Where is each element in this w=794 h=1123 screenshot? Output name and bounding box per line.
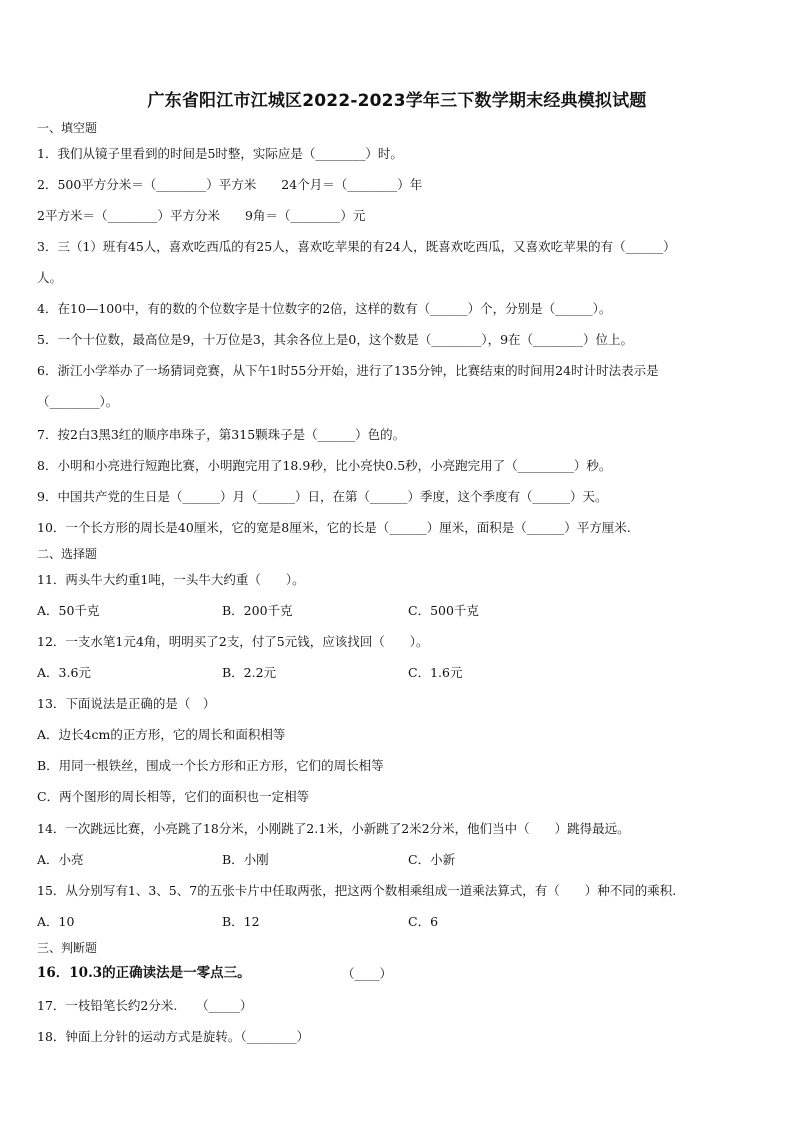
question-1: 1．我们从镜子里看到的时间是5时整，实际应是（________）时。: [37, 146, 403, 161]
q12-option-c: C．1.6元: [408, 665, 463, 680]
section-judge: 三、判断题: [37, 941, 98, 955]
question-16: 16．10.3的正确读法是一零点三。: [37, 965, 251, 981]
q11-option-b: B．200千克: [222, 603, 293, 618]
question-15: 15．从分别写有1、3、5、7的五张卡片中任取两张，把这两个数相乘组成一道乘法算式，有（ ）种不同的乘积.: [37, 883, 677, 898]
question-7: 7．按2白3黑3红的顺序串珠子，第315颗珠子是（______）色的。: [37, 427, 406, 442]
q15-option-b: B．12: [222, 914, 260, 929]
q11-option-c: C．500千克: [408, 603, 479, 618]
question-14: 14．一次跳远比赛，小亮跳了18分米，小刚跳了2.1米，小新跳了2米2分米，他们当中（ ）跳得最远。: [37, 821, 630, 836]
section-fill-blank: 一、填空题: [37, 121, 98, 135]
q14-option-a: A．小亮: [37, 852, 84, 867]
question-4: 4．在10—100中，有的数的个位数字是十位数字的2倍，这样的数有（______）个，分别是（______）。: [37, 301, 612, 316]
question-13: 13．下面说法是正确的是（ ）: [37, 696, 216, 711]
question-3-line-1: 3．三（1）班有45人，喜欢吃西瓜的有25人，喜欢吃苹果的有24人，既喜欢吃西瓜，又喜欢吃苹果的有（______）: [37, 239, 676, 254]
question-17: 17．一枝铅笔长约2分米. （_____）: [37, 998, 253, 1013]
section-choice: 二、选择题: [37, 547, 98, 561]
q13-option-a: A．边长4cm的正方形，它的周长和面积相等: [37, 727, 286, 742]
question-2-line-2: 2平方米＝（________）平方分米 9角＝（________）元: [37, 208, 366, 223]
q13-option-b: B．用同一根铁丝，围成一个长方形和正方形，它们的周长相等: [37, 758, 384, 773]
question-6-line-2: （________）。: [37, 394, 119, 409]
question-8: 8．小明和小亮进行短跑比赛，小明跑完用了18.9秒，比小亮快0.5秒，小亮跑完用了（_________）秒。: [37, 458, 612, 473]
page-title: 广东省阳江市江城区2022-2023学年三下数学期末经典模拟试题: [147, 91, 647, 111]
question-11: 11．两头牛大约重1吨，一头牛大约重（ ）。: [37, 572, 305, 587]
q15-option-a: A．10: [37, 914, 75, 929]
q11-option-a: A．50千克: [37, 603, 100, 618]
q14-option-b: B．小刚: [222, 852, 269, 867]
q14-option-c: C．小新: [408, 852, 456, 867]
question-9: 9．中国共产党的生日是（______）月（______）日，在第（______）季度，这个季度有（______）天。: [37, 489, 608, 504]
question-5: 5．一个十位数，最高位是9，十万位是3，其余各位上是0，这个数是（________），9在（________）位上。: [37, 332, 634, 347]
q15-option-c: C．6: [408, 914, 439, 929]
q12-option-a: A．3.6元: [37, 665, 91, 680]
q13-option-c: C．两个图形的周长相等，它们的面积也一定相等: [37, 789, 310, 804]
question-12: 12．一支水笔1元4角，明明买了2支，付了5元钱，应该找回（ ）。: [37, 634, 429, 649]
q12-option-b: B．2.2元: [222, 665, 277, 680]
question-2-line-1: 2．500平方分米＝（________）平方米 24个月＝（________）年: [37, 177, 423, 192]
question-16-blank: （____）: [342, 966, 393, 981]
question-18: 18．钟面上分针的运动方式是旋转。（________）: [37, 1029, 310, 1044]
question-3-line-2: 人。: [37, 270, 63, 285]
question-10: 10．一个长方形的周长是40厘米，它的宽是8厘米，它的长是（______）厘米，面积是（______）平方厘米.: [37, 520, 631, 535]
question-6-line-1: 6．浙江小学举办了一场猜词竞赛，从下午1时55分开始，进行了135分钟，比赛结束的时间用24时计时法表示是: [37, 363, 659, 378]
